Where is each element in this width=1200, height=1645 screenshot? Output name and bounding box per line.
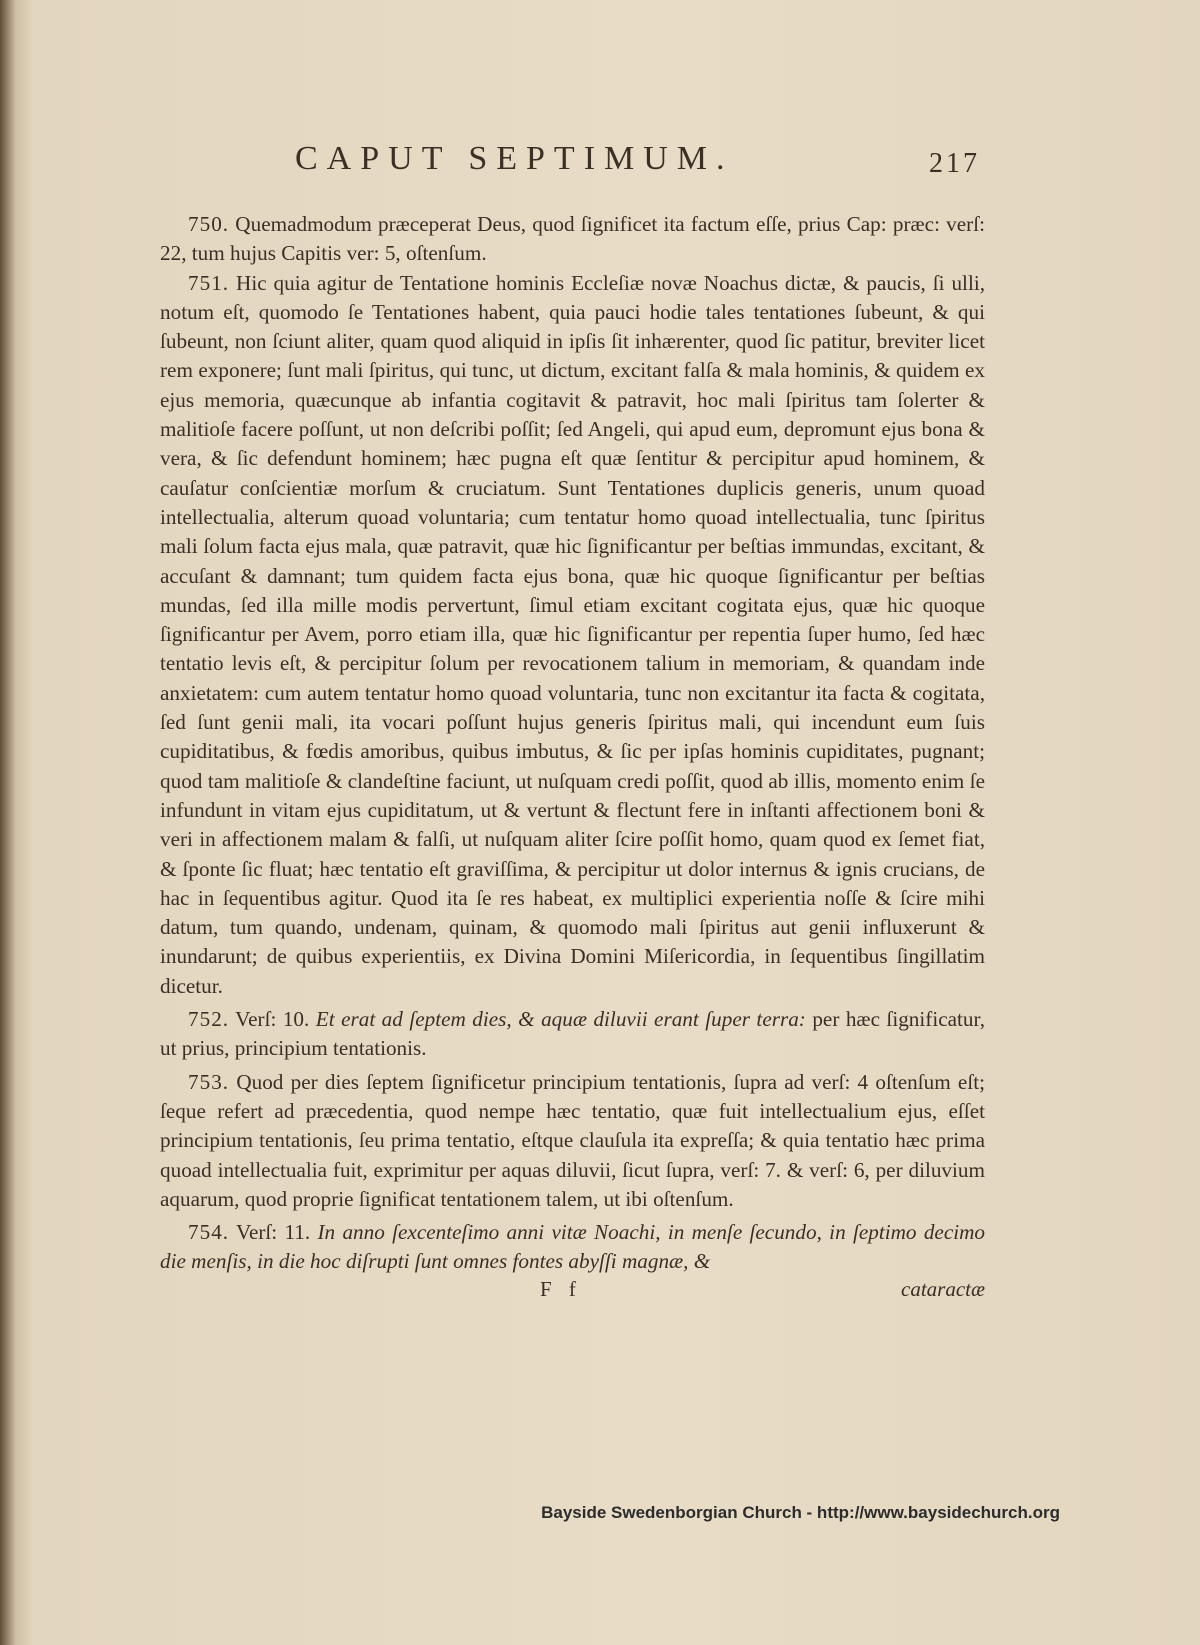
paragraph-750 [160, 210, 985, 269]
page-header [160, 140, 985, 210]
paragraph-text: Quod per dies ſeptem ſignificetur principium tentationis, ſupra ad verſ: 4 oſtenſum eſt; ſeque refert ad præcedentia, quod nempe hæc tentatio, quæ fuit intellectualium ejus, eſſet principium tentationis, ſeu prima tentatio, eſtque clauſula ita expreſſa; & quia tentatio hæc prima quoad intellectualia fuit, exprimitur per aquas diluvii, ſicut ſupra, verſ: 7. & verſ: 6, per diluvium aquarum, quod proprie ſignificat tentationem talem, ut ibi oſtenſum. [160, 1069, 986, 1211]
signature-mark: F f [540, 1276, 582, 1301]
scripture-quote: In anno ſexcenteſimo anni vitæ Noachi, in menſe ſecundo, in ſeptimo decimo die menſis, in die hoc diſrupti ſunt omnes fontes abyſſi magnæ, & [160, 1220, 985, 1274]
paragraph-text: Quemadmodum præceperat Deus, quod ſignificet ita factum eſſe, prius Cap: præc: verſ: 22, tum hujus Capitis ver: 5, oſtenſum. [160, 212, 985, 266]
paragraph-751 [160, 269, 985, 1001]
running-head: CAPUT SEPTIMUM. [295, 140, 734, 177]
paragraph-number: 753. [188, 1069, 230, 1094]
verse-reference: Verſ: 10. [235, 1007, 310, 1032]
catchword: cataractæ [901, 1276, 985, 1301]
page-number: 217 [929, 148, 980, 179]
page-footer [160, 1277, 985, 1307]
paragraph-754 [160, 1218, 985, 1277]
text-block [160, 140, 985, 1307]
paragraph-number: 752. [188, 1007, 230, 1032]
paragraph-753 [160, 1068, 985, 1214]
paragraph-number: 751. [188, 270, 230, 295]
paragraph-752 [160, 1005, 985, 1064]
verse-reference: Verſ: 11. [236, 1220, 311, 1245]
paragraph-number: 750. [188, 212, 230, 236]
paragraph-text: Hic quia agitur de Tentatione hominis Eccleſiæ novæ Noachus dictæ, & paucis, ſi ulli, notum eſt, quomodo ſe Tentationes habent, quia pauci hodie tales tentationes ſubeunt, & qui ſubeunt, non ſciunt aliter, quam quod aliquid in ipſis ſit inhærenter, quod ſic patitur, breviter licet rem exponere; ſunt mali ſpiritus, qui tunc, ut dictum, excitant falſa & mala hominis, & quidem ex ejus memoria, quæcunque ab infantia cogitavit & patravit, hoc mali ſpiritus tam ſolerter & malitioſe facere poſſunt, ut non deſcribi poſſit; ſed Angeli, qui apud eum, depromunt ejus bona & vera, & ſic defendunt hominem; hæc pugna eſt quæ ſentitur & percipitur apud hominem, & cauſatur conſcientiæ morſum & cruciatum. Sunt Tentationes duplicis generis, unum quoad intellectualia, alterum quoad voluntaria; cum tentatur homo quoad intellectualia, tunc ſpiritus mali ſolum facta ejus mala, quæ patravit, quæ hic ſignificantur per beſtias immundas, excitant, & accuſant & damnant; tum quidem facta ejus bona, quæ hic quoque ſignificantur per beſtias mundas, ſed illa mille modis pervertunt, ſimul etiam excitant cogitata ejus, quæ hic quoque ſignificantur per Avem, porro etiam illa, quæ hic ſignificantur per repentia ſuper humo, ſed hæc tentatio levis eſt, & percipitur ſolum per revocationem talium in memoriam, & quandam inde anxietatem: cum autem tentatur homo quoad voluntaria, tunc non excitantur ita facta & cogitata, ſed ſunt genii mali, ita vocari poſſunt hujus generis ſpiritus mali, qui incendunt eum ſuis cupiditatibus, & fœdis amoribus, quibus imbutus, & ſic per ipſas hominis cupiditates, pugnant; quod tam malitioſe & clandeſtine faciunt, ut nuſquam credi poſſit, quod ab illis, momento enim ſe infundunt in vitam ejus cupiditatum, ut & vertunt & flectunt fere in inſtanti affectionem boni & veri in affectionem malam & falſi, ut nuſquam aliter ſcire poſſit homo, quam quod ex ſemet fiat, & ſponte ſic fluat; hæc tentatio eſt graviſſima, & percipitur ut dolor internus & ignis crucians, de hac in ſequentibus agitur. Quod ita ſe res habeat, ex multiplici experientia noſſe & ſcire mihi datum, tum quando, undenam, quinam, & quomodo mali ſpiritus aut genii influxerunt & inundarunt; de quibus experientiis, ex Divina Domini Miſericordia, in ſequentibus ſingillatim dicetur. [160, 270, 986, 998]
scripture-quote: Et erat ad ſeptem dies, & aquæ diluvii erant ſuper terra: [315, 1007, 806, 1032]
paragraph-text: per hæc ſignificatur, ut prius, principium tentationis. [160, 1007, 986, 1061]
paragraph-number: 754. [188, 1220, 230, 1245]
watermark-text: Bayside Swedenborgian Church - http://www.baysidechurch.org [541, 1503, 1060, 1522]
